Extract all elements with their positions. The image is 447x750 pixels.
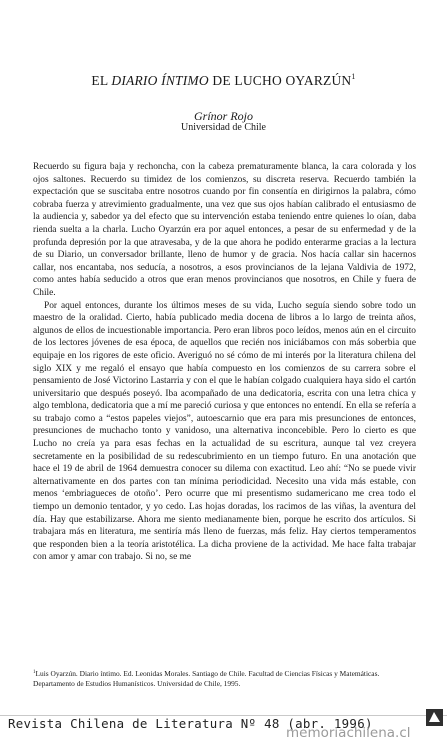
author-name: Grínor Rojo (193, 109, 253, 123)
title-footnote-mark: 1 (351, 72, 356, 81)
footnote (33, 668, 416, 689)
article-body (33, 161, 416, 564)
author-affiliation: Universidad de Chile (181, 122, 266, 133)
footnote-text: Luis Oyarzún. Diario íntimo. Ed. Leonidas Morales. Santiago de Chile. Facultad de Ciencias Físicas y Matemáticas. Departamento de Estudios Humanísticos. Universidad de Chile, 1995. (33, 669, 380, 688)
title-prefix: EL (91, 73, 112, 88)
paragraph-2: Por aquel entonces, durante los últimos meses de su vida, Lucho seguía siendo sobre todo un maestro de la oralidad. Cierto, había publicado media docena de libros a lo largo de treinta años, algunos de ellos de incuestionable importancia. Pero eran libros poco leídos, menos aún en el circuito de los lectores jóvenes de esa época, de aquellos que recién nos iniciábamos con más soberbia que equipaje en los rigores de este oficio. Averiguó no sé cómo de mi interés por la literatura chilena del siglo XIX y me regaló el ensayo que había compuesto en los comienzos de su carrera sobre el pensamiento de José Victorino Lastarria y con el que le habían colgado cualquiera haya sido el cartón universitario que después poseyó. Iba acompañado de una dedicatoria, escrita con una letra chica y algo temblona, dedicatoria que a mí me pareció curiosa y que entonces no entendí. En ella se refería a su trabajo como a “estos papeles viejos”, autoescarnio que era para mis presunciones de entonces, presunciones de muchacho tonto y vanidoso, una alternativa inconcebible. Pero lo cierto es que Lucho no creía ya para esas fechas en la actualidad de su escritura, aunque tal vez creyera secretamente en la posibilidad de su redescubrimiento en un tiempo futuro. En una anotación que hace el 19 de abril de 1964 demuestra conocer su dilema con exactitud. Leo ahí: “No se puede vivir alternativamente en dos partes con tan mínima periodicidad. Necesito una vida más estable, con menos ‘embriagueces de otoño’. Pero ocurre que mi presentismo sudamericano me crea todo el tiempo un demonio tentador, y yo cedo. Las hojas doradas, los racimos de las viñas, la aventura del día. Hay que estabilizarse. Ahora me siento medianamente bien, porque he escrito dos artículos. Si trabajara más en literatura, me sentiría más lleno de fuerzas, más feliz. Hay ciertos temperamentos que responden bien a la teoría aristotélica. La dicha proviene de la actividad. Me hace falta trabajar con amor y amar con trabajo. Si no, se me (33, 300, 416, 563)
title-italic: DIARIO ÍNTIMO (111, 73, 209, 88)
watermark-logo-icon (426, 709, 443, 726)
watermark-text: memoriachilena.cl (286, 725, 411, 741)
paragraph-1: Recuerdo su figura baja y rechoncha, con la cabeza prematuramente blanca, la cara colorada y los ojos saltones. Recuerdo su timidez de los comienzos, su discreta reserva. Recuerdo también la expectación que se suscitaba entre nosotros cuando por fin consentía en dirigirnos la palabra, cómo cobraba fuerza y atrevimiento gradualmente, una vez que sus ojos habían calibrado el entusiasmo de la audiencia y, sabedor ya del efecto que su intervención estaba teniendo entre quienes lo oían, daba rienda suelta a la charla. Lucho Oyarzún era por aquel entonces, a pesar de su enfermedad y de la profunda depresión por la que atravesaba, y de la que ahora he podido enterarme gracias a la lectura de su Diario, un conversador brillante, lleno de humor y de gracia. Nos hacía callar sin hacernos callar, nos encantaba, nos seducía, a nosotros, a esos provincianos de la lejana Valdivia de 1972, como antes había seducido a otros que eran menos provincianos que nosotros, en Chile y fuera de Chile. (33, 162, 416, 298)
article-title (0, 72, 447, 89)
footnote-mark: 1 (33, 670, 36, 675)
title-suffix: DE LUCHO OYARZÚN (208, 73, 352, 88)
journal-citation: Revista Chilena de Literatura Nº 48 (abr. 1996) (8, 716, 373, 731)
